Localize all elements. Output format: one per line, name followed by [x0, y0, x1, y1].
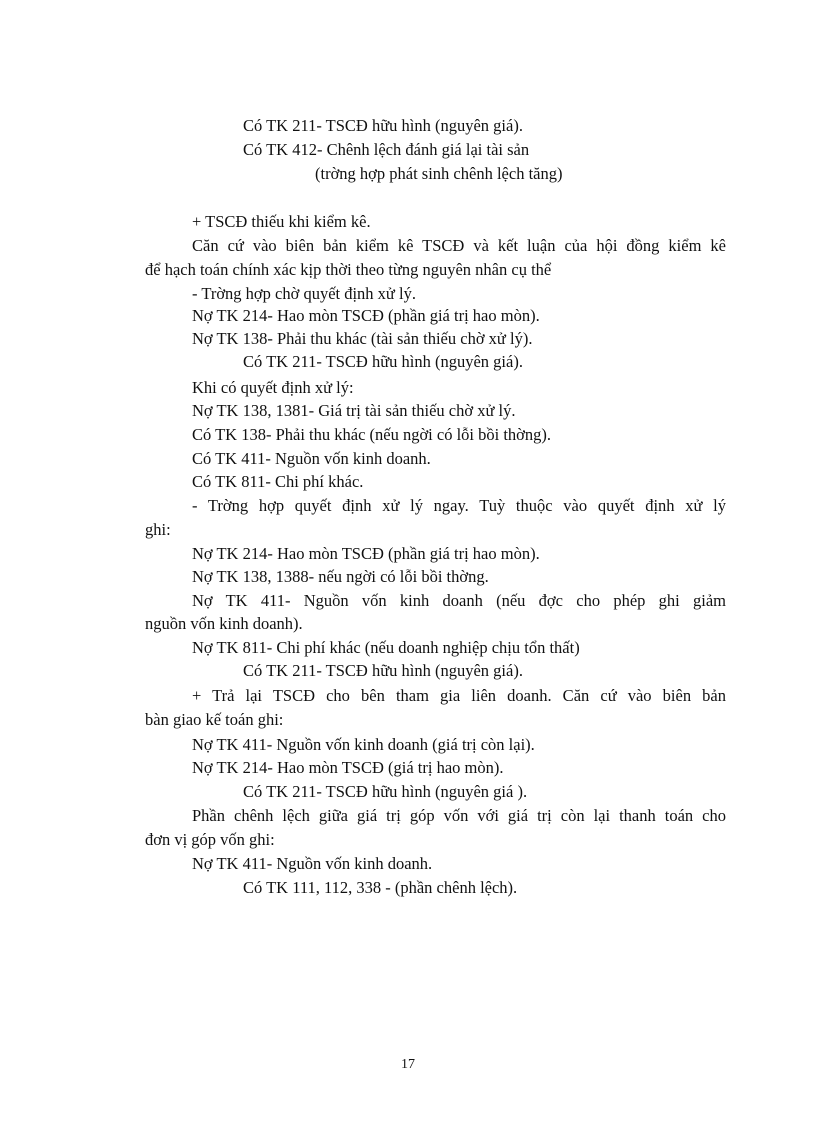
text-line: Khi có quyết định xử lý:: [192, 378, 354, 397]
text-line: Có TK 138- Phải thu khác (nếu ngời có lỗi bồi thờng).: [192, 425, 552, 444]
text-line: (trờng hợp phát sinh chênh lệch tăng): [315, 164, 563, 183]
text-line: Có TK 412- Chênh lệch đánh giá lại tài sản: [243, 140, 530, 159]
text-line: Có TK 211- TSCĐ hữu hình (nguyên giá).: [243, 352, 523, 371]
text-line: + TSCĐ thiếu khi kiểm kê.: [192, 212, 371, 231]
text-line: Nợ TK 138- Phải thu khác (tài sản thiếu chờ xử lý).: [192, 329, 533, 348]
text-line: Có TK 211- TSCĐ hữu hình (nguyên giá ).: [243, 782, 528, 801]
text-line: Nợ TK 214- Hao mòn TSCĐ (giá trị hao mòn).: [192, 758, 504, 777]
text-line: Nợ TK 138, 1388- nếu ngời có lỗi bồi thờng.: [192, 567, 489, 586]
text-line: + Trả lại TSCĐ cho bên tham gia liên doanh. Căn cứ vào biên bản: [192, 686, 726, 705]
text-line: Căn cứ vào biên bản kiểm kê TSCĐ và kết luận của hội đồng kiểm kê: [192, 236, 726, 255]
text-line: Nợ TK 411- Nguồn vốn kinh doanh (giá trị còn lại).: [192, 735, 535, 754]
text-line: Nợ TK 411- Nguồn vốn kinh doanh (nếu đợc cho phép ghi giảm: [192, 591, 726, 610]
text-line: Nợ TK 214- Hao mòn TSCĐ (phần giá trị hao mòn).: [192, 544, 540, 563]
text-line: Có TK 111, 112, 338 - (phần chênh lệch).: [243, 878, 518, 897]
text-line: - Trờng hợp chờ quyết định xử lý.: [192, 284, 416, 303]
text-line: Có TK 411- Nguồn vốn kinh doanh.: [192, 449, 431, 468]
text-line: đơn vị góp vốn ghi:: [145, 830, 275, 849]
text-line: Có TK 211- TSCĐ hữu hình (nguyên giá).: [243, 116, 523, 135]
text-line: Nợ TK 214- Hao mòn TSCĐ (phần giá trị hao mòn).: [192, 306, 540, 325]
page-number: 17: [401, 1057, 415, 1072]
text-line: để hạch toán chính xác kịp thời theo từng nguyên nhân cụ thể: [145, 260, 552, 279]
text-line: nguồn vốn kinh doanh).: [145, 614, 303, 633]
text-line: Nợ TK 138, 1381- Giá trị tài sản thiếu chờ xử lý.: [192, 401, 516, 420]
text-line: Nợ TK 411- Nguồn vốn kinh doanh.: [192, 854, 433, 873]
text-line: bàn giao kế toán ghi:: [145, 710, 284, 729]
text-line: Có TK 811- Chi phí khác.: [192, 472, 364, 491]
text-line: ghi:: [145, 520, 171, 539]
text-line: Nợ TK 811- Chi phí khác (nếu doanh nghiệp chịu tổn thất): [192, 638, 580, 657]
text-line: Phần chênh lệch giữa giá trị góp vốn với giá trị còn lại thanh toán cho: [192, 806, 726, 825]
text-line: Có TK 211- TSCĐ hữu hình (nguyên giá).: [243, 661, 523, 680]
text-line: - Trờng hợp quyết định xử lý ngay. Tuỳ thuộc vào quyết định xử lý: [192, 496, 726, 515]
